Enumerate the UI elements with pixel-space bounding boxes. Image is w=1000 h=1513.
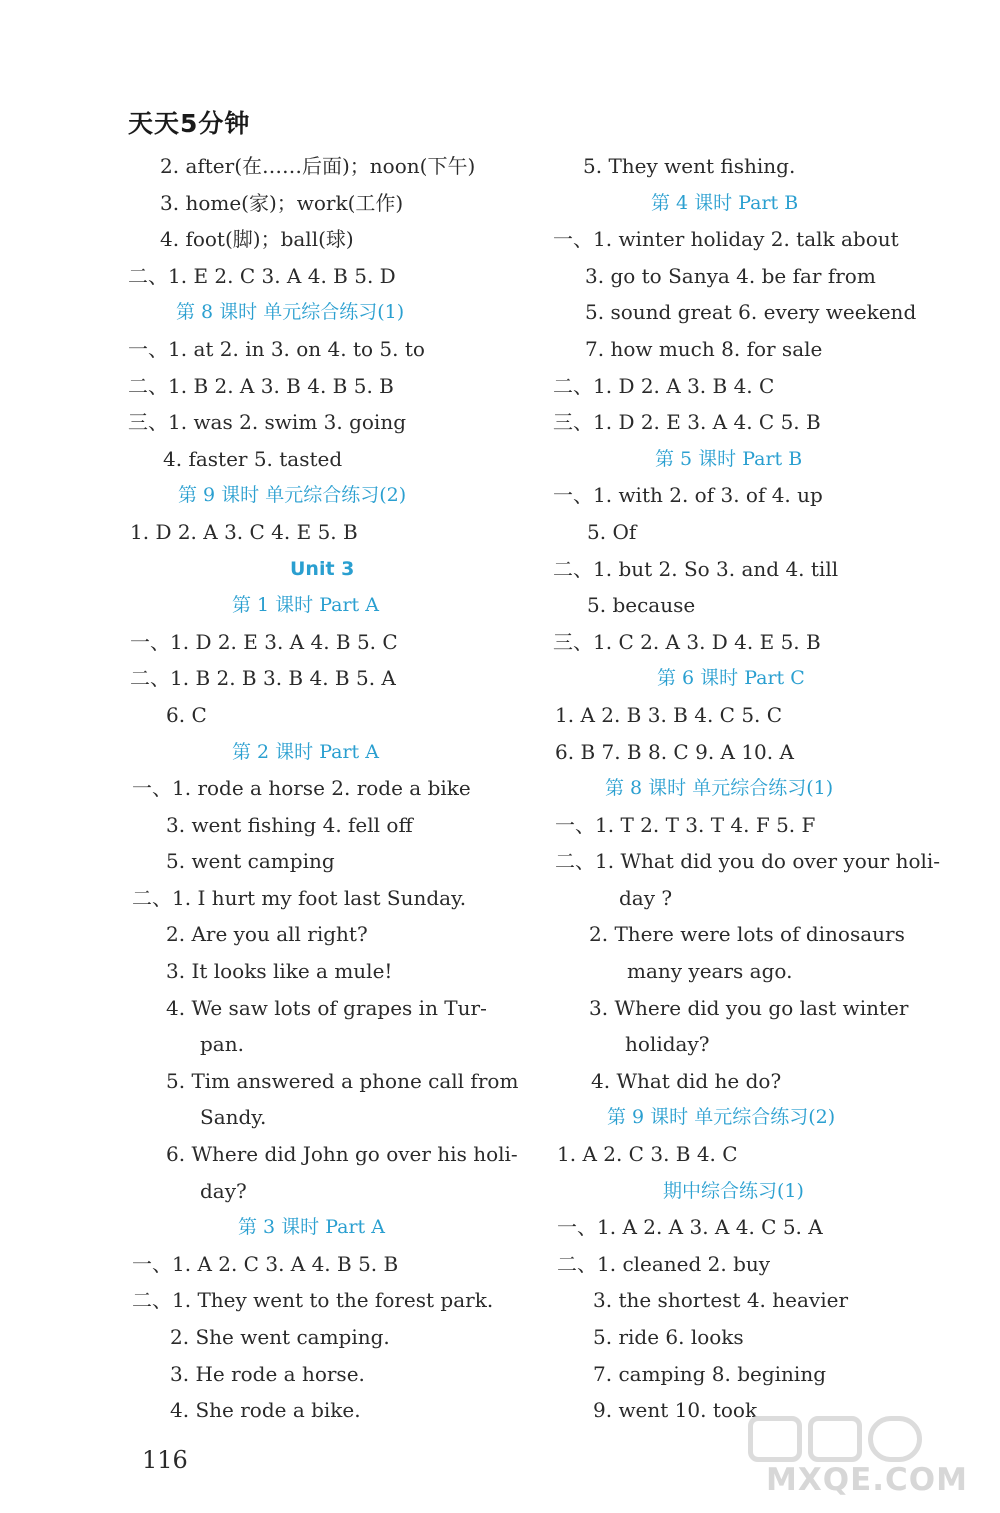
watermark-shape bbox=[868, 1416, 922, 1462]
answer-line: 三、1. C 2. A 3. D 4. E 5. B bbox=[553, 629, 821, 654]
answer-line: 6. C bbox=[166, 702, 207, 727]
section-heading: 期中综合练习(1) bbox=[663, 1179, 804, 1202]
answer-line: 一、1. rode a horse 2. rode a bike bbox=[132, 776, 471, 801]
answer-line: 4. We saw lots of grapes in Tur- bbox=[166, 995, 487, 1020]
watermark-shape bbox=[748, 1416, 802, 1462]
answer-line: 5. sound great 6. every weekend bbox=[585, 300, 917, 325]
answer-line: 4. What did he do? bbox=[591, 1068, 782, 1093]
answer-line: 5. Of bbox=[587, 519, 637, 544]
watermark-logo bbox=[742, 1410, 992, 1505]
answer-line: 一、1. winter holiday 2. talk about bbox=[553, 227, 899, 252]
answer-line: 三、1. was 2. swim 3. going bbox=[128, 410, 407, 435]
answer-line: 3. It looks like a mule! bbox=[166, 959, 393, 984]
answer-line: 5. They went fishing. bbox=[583, 154, 796, 178]
answer-line: 一、1. at 2. in 3. on 4. to 5. to bbox=[128, 336, 425, 361]
section-heading: 第 9 课时 单元综合练习(2) bbox=[607, 1106, 836, 1129]
answer-line: 二、1. B 2. B 3. B 4. B 5. A bbox=[130, 666, 396, 691]
answer-line: 二、1. I hurt my foot last Sunday. bbox=[132, 885, 467, 910]
section-heading: 第 6 课时 Part C bbox=[657, 667, 805, 690]
answer-line: 3. the shortest 4. heavier bbox=[593, 1288, 848, 1313]
section-heading: 第 8 课时 单元综合练习(1) bbox=[605, 777, 834, 800]
answer-line: 1. A 2. C 3. B 4. C bbox=[557, 1142, 738, 1167]
answer-line: 5. went camping bbox=[166, 849, 335, 874]
answer-line: 2. She went camping. bbox=[170, 1325, 390, 1349]
book-title: 天天5分钟 bbox=[128, 109, 251, 138]
watermark-text: MXQE.COM bbox=[765, 1462, 968, 1498]
answer-line: 三、1. D 2. E 3. A 4. C 5. B bbox=[553, 410, 821, 435]
answer-line: 5. ride 6. looks bbox=[593, 1325, 744, 1349]
section-heading: 第 1 课时 Part A bbox=[232, 594, 379, 617]
section-heading: 第 2 课时 Part A bbox=[232, 740, 379, 763]
answer-line: 6. Where did John go over his holi- bbox=[166, 1142, 518, 1167]
watermark-shape bbox=[808, 1416, 862, 1462]
answer-line: 3. Where did you go last winter bbox=[589, 995, 909, 1020]
section-heading: 第 9 课时 单元综合练习(2) bbox=[178, 484, 407, 507]
answer-line: 2. There were lots of dinosaurs bbox=[589, 922, 905, 947]
answer-line: 9. went 10. took bbox=[593, 1398, 758, 1423]
answer-line: holiday? bbox=[625, 1032, 710, 1057]
right-column bbox=[553, 148, 953, 1429]
answer-line: 7. how much 8. for sale bbox=[585, 336, 823, 361]
answer-line: 一、1. A 2. A 3. A 4. C 5. A bbox=[557, 1215, 823, 1240]
answer-line: day ? bbox=[619, 885, 673, 910]
answer-line: 一、1. with 2. of 3. of 4. up bbox=[553, 483, 823, 508]
answer-line: 1. D 2. A 3. C 4. E 5. B bbox=[130, 519, 358, 544]
answer-line: many years ago. bbox=[627, 959, 793, 984]
answer-line: 一、1. A 2. C 3. A 4. B 5. B bbox=[132, 1251, 399, 1276]
answer-line: 3. home(家)；work(工作) bbox=[160, 190, 404, 215]
answer-line: 二、1. E 2. C 3. A 4. B 5. D bbox=[128, 263, 396, 288]
section-heading: 第 3 课时 Part A bbox=[238, 1216, 385, 1239]
answer-line: 一、1. D 2. E 3. A 4. B 5. C bbox=[130, 629, 398, 654]
answer-line: 二、1. but 2. So 3. and 4. till bbox=[553, 556, 839, 581]
left-column bbox=[128, 148, 528, 1429]
answer-line: 二、1. What did you do over your holi- bbox=[555, 849, 941, 874]
section-heading: Unit 3 bbox=[290, 557, 355, 580]
section-heading: 第 5 课时 Part B bbox=[655, 447, 803, 470]
answer-line: 二、1. They went to the forest park. bbox=[132, 1288, 494, 1313]
answer-line: 4. faster 5. tasted bbox=[163, 446, 343, 471]
answer-line: 3. He rode a horse. bbox=[170, 1361, 365, 1386]
answer-line: 5. Tim answered a phone call from bbox=[166, 1068, 519, 1093]
answer-line: 3. went fishing 4. fell off bbox=[166, 812, 413, 837]
answer-line: pan. bbox=[200, 1032, 244, 1057]
answer-line: 二、1. cleaned 2. buy bbox=[557, 1251, 771, 1276]
answer-line: 4. foot(脚)；ball(球) bbox=[160, 227, 354, 252]
answer-line: 2. after(在……后面)；noon(下午) bbox=[160, 154, 476, 178]
answer-line: 5. because bbox=[587, 593, 696, 618]
answer-line: 1. A 2. B 3. B 4. C 5. C bbox=[555, 702, 783, 727]
answer-line: 二、1. B 2. A 3. B 4. B 5. B bbox=[128, 373, 394, 398]
answer-line: 一、1. T 2. T 3. T 4. F 5. F bbox=[555, 812, 816, 837]
answer-line: 6. B 7. B 8. C 9. A 10. A bbox=[555, 739, 794, 764]
answer-line: 3. go to Sanya 4. be far from bbox=[585, 263, 876, 288]
section-heading: 第 8 课时 单元综合练习(1) bbox=[176, 301, 405, 324]
answer-line: day? bbox=[200, 1178, 247, 1203]
answer-line: Sandy. bbox=[200, 1105, 267, 1130]
answer-line: 4. She rode a bike. bbox=[170, 1398, 361, 1423]
answer-line: 2. Are you all right? bbox=[166, 922, 368, 947]
section-heading: 第 4 课时 Part B bbox=[651, 191, 799, 214]
answer-line: 二、1. D 2. A 3. B 4. C bbox=[553, 373, 775, 398]
page-number: 116 bbox=[142, 1446, 188, 1474]
answer-line: 7. camping 8. begining bbox=[593, 1361, 827, 1386]
